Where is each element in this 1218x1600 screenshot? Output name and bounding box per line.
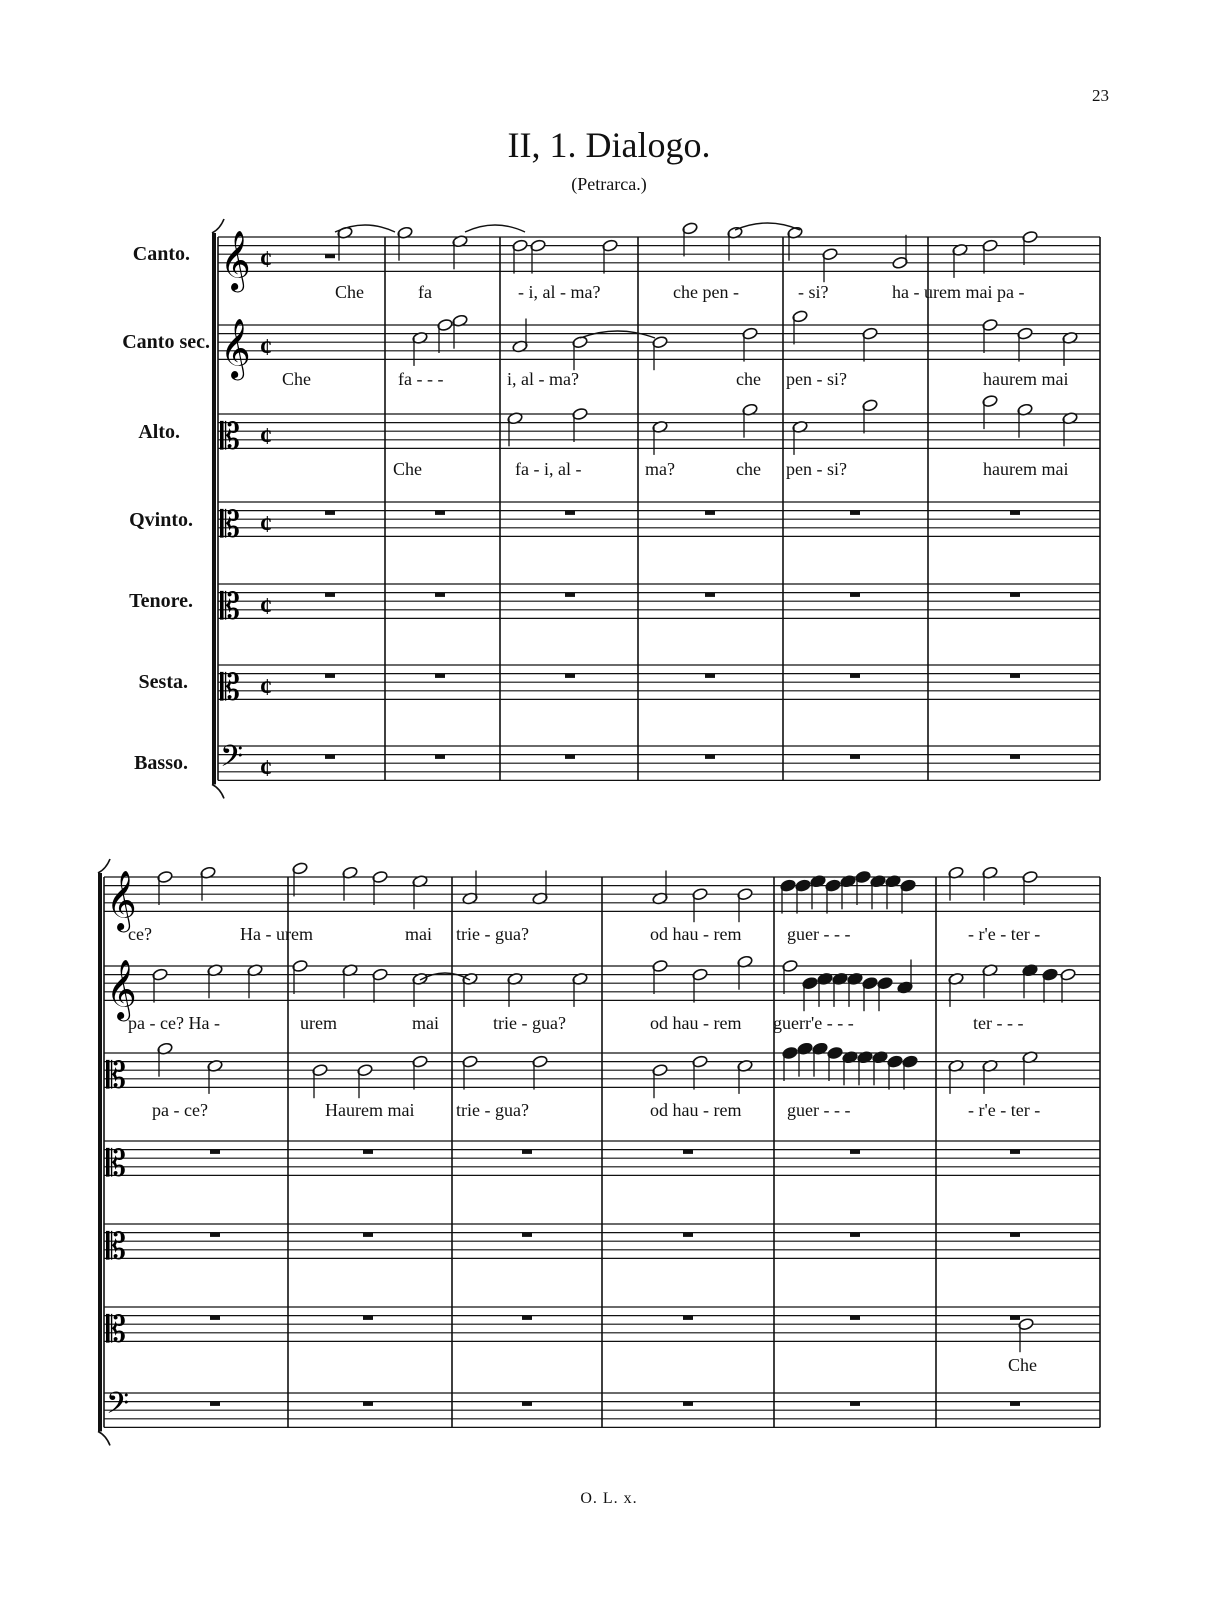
rest [850, 1150, 860, 1154]
lyric-s2-cantosec-5: od hau - rem [650, 1013, 742, 1033]
lyric-s1-alto-5: pen - si? [786, 459, 847, 479]
alto-clef-icon: 𝄡 [106, 1309, 127, 1350]
rest [210, 1402, 220, 1406]
rest [850, 511, 860, 515]
lyric-s2-canto-4: trie - gua? [456, 924, 529, 944]
rest [683, 1150, 693, 1154]
voice-label-alto: Alto. [138, 421, 180, 443]
lyric-s2-canto-1: ce? [128, 924, 152, 944]
rest [683, 1402, 693, 1406]
rest [1010, 511, 1020, 515]
lyric-s1-alto-3: ma? [645, 459, 675, 479]
clefs [106, 230, 272, 1426]
alto-clef-icon: 𝄡 [220, 667, 241, 708]
treble-clef-icon: 𝄞 [220, 320, 251, 378]
rest [1010, 1316, 1020, 1320]
lyric-s2-canto-2: Ha - urem [240, 924, 313, 944]
barlines [98, 219, 1100, 1445]
rest [850, 674, 860, 678]
rest [435, 593, 445, 597]
rest [565, 674, 575, 678]
slur [580, 331, 655, 338]
alto-clef-icon: 𝄡 [106, 1226, 127, 1267]
bracket-hook [98, 1431, 110, 1445]
alto-clef-icon: 𝄡 [220, 586, 241, 627]
cut-time-icon: ¢ [260, 511, 272, 538]
rest [1010, 674, 1020, 678]
page-title: II, 1. Dialogo. [507, 125, 711, 165]
cut-time-icon: ¢ [260, 593, 272, 620]
lyric-s1-canto-1: Che [335, 282, 364, 302]
lyric-s1-canto-5: - si? [798, 282, 829, 302]
rest [705, 755, 715, 759]
bracket-hook [212, 784, 224, 798]
cut-time-icon: ¢ [260, 674, 272, 701]
bass-clef-icon: 𝄢 [220, 739, 244, 780]
voice-label-qvinto: Qvinto. [129, 509, 193, 531]
rest [705, 674, 715, 678]
lyric-s1-alto-4: che [736, 459, 761, 479]
rest [1010, 1233, 1020, 1237]
lyric-s2-alto-6: - r'e - ter - [968, 1100, 1041, 1120]
lyric-s1-alto-2: fa - i, al - [515, 459, 582, 479]
rest [363, 1402, 373, 1406]
lyric-s1-canto-3: - i, al - ma? [518, 282, 601, 302]
rest [435, 755, 445, 759]
page-footer: O. L. x. [580, 1490, 638, 1507]
cut-time-icon: ¢ [260, 246, 272, 273]
slur [465, 225, 525, 232]
rest [522, 1316, 532, 1320]
rest [363, 1150, 373, 1154]
page-subtitle: (Petrarca.) [571, 174, 647, 194]
voice-label-tenore: Tenore. [129, 590, 193, 612]
lyric-s1-cantosec-5: pen - si? [786, 369, 847, 389]
lyric-s2-alto-4: od hau - rem [650, 1100, 742, 1120]
treble-clef-icon: 𝄞 [106, 961, 137, 1019]
rest [850, 755, 860, 759]
page-number: 23 [1092, 86, 1109, 105]
lyric-s1-canto-4: che pen - [673, 282, 739, 302]
rest [522, 1233, 532, 1237]
rest [522, 1150, 532, 1154]
rest [565, 755, 575, 759]
lyric-s2-cantosec-2: urem [300, 1013, 337, 1033]
lyric-s1-cantosec-3: i, al - ma? [507, 369, 579, 389]
cut-time-icon: ¢ [260, 755, 272, 782]
cut-time-icon: ¢ [260, 334, 272, 361]
rest [565, 593, 575, 597]
lyric-s2-cantosec-7: ter - - - [973, 1013, 1024, 1033]
notes [152, 222, 1078, 1353]
lyric-s2-alto-1: pa - ce? [152, 1100, 208, 1120]
lyric-s2-cantosec-1: pa - ce? Ha - [128, 1013, 220, 1033]
treble-clef-icon: 𝄞 [106, 872, 137, 930]
lyric-s2-canto-5: od hau - rem [650, 924, 742, 944]
rest [705, 511, 715, 515]
voice-label-sesta: Sesta. [138, 671, 188, 693]
lyric-s2-cantosec-4: trie - gua? [493, 1013, 566, 1033]
voice-label-canto: Canto. [132, 243, 190, 265]
alto-clef-icon: 𝄡 [220, 416, 241, 457]
treble-clef-icon: 𝄞 [220, 232, 251, 290]
rest [325, 511, 335, 515]
rest [435, 511, 445, 515]
rest [1010, 755, 1020, 759]
rest [683, 1233, 693, 1237]
rest [325, 593, 335, 597]
bracket-hook [212, 219, 224, 233]
rest [210, 1316, 220, 1320]
lyric-s1-alto-1: Che [393, 459, 422, 479]
lyric-s1-cantosec-2: fa - - - [398, 369, 444, 389]
rest [325, 254, 335, 258]
lyric-s2-cantosec-3: mai [412, 1013, 439, 1033]
rest [363, 1316, 373, 1320]
rest [565, 511, 575, 515]
lyric-s2-alto-2: Haurem mai [325, 1100, 415, 1120]
bass-clef-icon: 𝄢 [106, 1386, 130, 1427]
lyric-s2-sesta-1: Che [1008, 1355, 1037, 1375]
rest [522, 1402, 532, 1406]
rest [1010, 1150, 1020, 1154]
voice-label-canto-sec: Canto sec. [122, 331, 210, 353]
rest [210, 1233, 220, 1237]
lyric-s1-cantosec-1: Che [282, 369, 311, 389]
lyric-s2-alto-5: guer - - - [787, 1100, 851, 1120]
lyric-s2-canto-6: guer - - - [787, 924, 851, 944]
alto-clef-icon: 𝄡 [106, 1143, 127, 1184]
lyric-s2-canto-3: mai [405, 924, 432, 944]
rest [705, 593, 715, 597]
lyric-s2-cantosec-6: guerr'e - - - [773, 1013, 854, 1033]
rest [210, 1150, 220, 1154]
voice-label-basso: Basso. [134, 752, 188, 774]
rest [325, 674, 335, 678]
rest [1010, 593, 1020, 597]
rest [363, 1233, 373, 1237]
cut-time-icon: ¢ [260, 423, 272, 450]
rest [683, 1316, 693, 1320]
lyric-s1-cantosec-6: haurem mai [983, 369, 1069, 389]
lyric-s2-alto-3: trie - gua? [456, 1100, 529, 1120]
rest [435, 674, 445, 678]
rest [850, 1233, 860, 1237]
rest [325, 755, 335, 759]
lyric-s1-cantosec-4: che [736, 369, 761, 389]
lyric-s1-canto-6: ha - urem mai pa - [892, 282, 1025, 302]
lyric-s2-canto-7: - r'e - ter - [968, 924, 1041, 944]
rest [850, 1402, 860, 1406]
rest [850, 1316, 860, 1320]
bracket-hook [98, 859, 110, 873]
alto-clef-icon: 𝄡 [106, 1055, 127, 1096]
slur [735, 223, 800, 230]
rest [850, 593, 860, 597]
alto-clef-icon: 𝄡 [220, 504, 241, 545]
rest [1010, 1402, 1020, 1406]
lyric-s1-alto-6: haurem mai [983, 459, 1069, 479]
lyric-s1-canto-2: fa [418, 282, 432, 302]
